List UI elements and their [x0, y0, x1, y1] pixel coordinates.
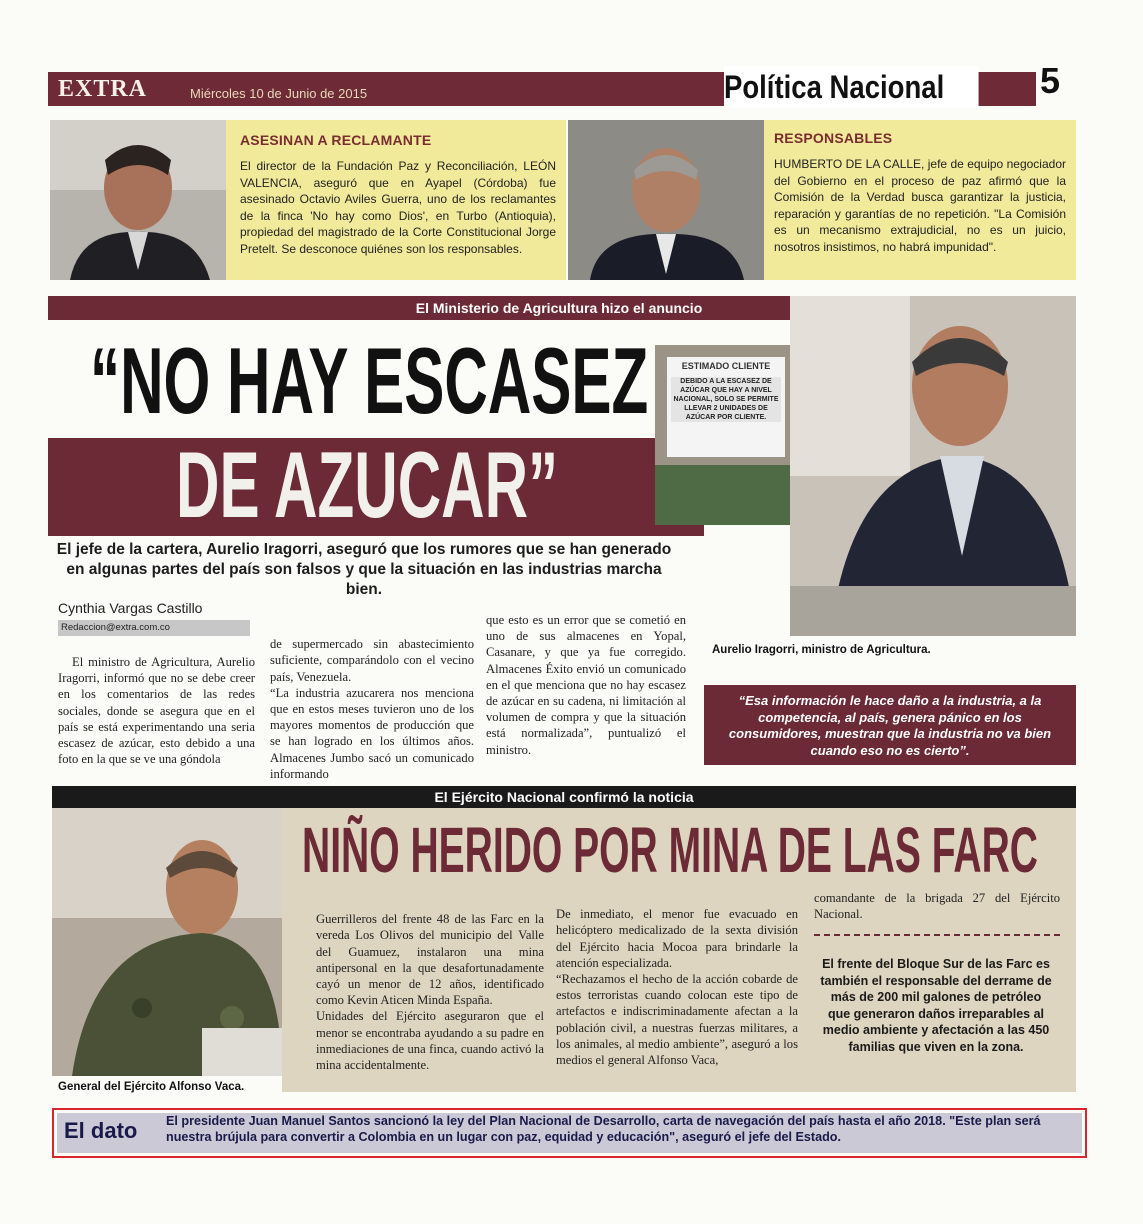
sign-text: DEBIDO A LA ESCASEZ DE AZÚCAR QUE HAY A NIVEL NACIONAL, SOLO SE PERMITE LLEVAR 2 UNIDADES DE AZÚCAR POR CLIENTE. [671, 377, 781, 422]
story1-headline-line2: DE AZUCAR” [176, 432, 559, 537]
callout-divider [814, 934, 1060, 936]
section-title: Política Nacional [724, 66, 979, 108]
column-text: De inmediato, el menor fue evacuado en helicóptero medicalizado de la sexta división del Ejército hacia Mocoa para brindarle la atención especializada. “Rechazamos el hecho de la acción cobarde de estos terroristas cuando colocan este tipo de artefactos e indiscriminadamente afectan a la población civil, a nuestras fuerzas militares, a los animales, al medio ambiente”, aseguró a los medios el general Alfonso Vaca, [556, 907, 798, 1068]
brief-title: RESPONSABLES [774, 130, 893, 146]
column-text: comandante de la brigada 27 del Ejército Nacional. [814, 891, 1060, 922]
page-number: 5 [1040, 60, 1061, 101]
sign-title: ESTIMADO CLIENTE [681, 361, 771, 371]
byline-email: Redaccion@extra.com.co [58, 620, 250, 636]
alfonso-vaca-photo [52, 808, 282, 1076]
column-text: que esto es un error que se cometió en uno de sus almacenes en Yopal, Casanare, y que ya fue corregido. Almacenes Éxito envió un comunicado en el que menciona que no hay escasez de azúcar en su cadena, ni limitación al volumen de compra y que la situación está normalizada”, puntualizó el ministro. [486, 613, 686, 757]
story2-headline: NIÑO HERIDO POR MINA DE LAS FARC [302, 814, 1039, 886]
story1-kicker: El Ministerio de Agricultura hizo el anuncio [48, 296, 1070, 320]
sugar-sign [667, 357, 785, 457]
story1-deck: El jefe de la cartera, Aurelio Iragorri, aseguró que los rumores que se han generado en algunas partes del país son falsos y que la situación en las industrias marcha bien. [56, 541, 672, 598]
story2-kicker: El Ejército Nacional confirmó la noticia [52, 786, 1076, 808]
shelf [655, 465, 790, 525]
el-dato-label: El dato [64, 1118, 138, 1143]
vaca-photo-caption: General del Ejército Alfonso Vaca. [58, 1081, 245, 1093]
brief-text: HUMBERTO DE LA CALLE, jefe de equipo negociador del Gobierno en el proceso de paz afirmó que la Comisión de la Verdad busca garantizar la justicia, reparación y garantías de no repetición. "La Comisión es un mecanismo extrajudicial, no es un juicio, nosotros insistimos, no habrá impunidad". [774, 157, 1066, 254]
story2-column-2 [556, 890, 798, 1084]
newspaper-logo: EXTRA [58, 76, 148, 102]
story2-column-3 [814, 890, 1060, 922]
story2-callout: El frente del Bloque Sur de las Farc es también el responsable del derrame de más de 200 mil galones de petróleo que generaron daños irreparables al medio ambiente y afectación a las 450 familias que viven en la zona. [820, 957, 1052, 1054]
column-text: El ministro de Agricultura, Aurelio Iragorri, informó que no se debe creer en los comentarios de las redes sociales, donde se asegura que en el país se está experimentando una seria escasez de azúcar, esto debido a una foto en la que se ve una góndola [58, 655, 255, 767]
story1-pullquote: “Esa información le hace daño a la industria, a la competencia, al país, genera pánico en los consumidores, muestran que la industria no va bien cuando eso no es cierto”. [704, 685, 1076, 765]
column-text: Guerrilleros del frente 48 de las Farc en la vereda Los Olivos del municipio del Valle del Guamuez, instalaron una mina antipersonal en la que desafortunadamente cayó un menor de 12 años, identificado como Kevin Aticen Minda España. Unidades del Ejército aseguraron que el menor se encontraba ayudando a su padre en inmediaciones de una finca, cuando activó la mina accidentalmente. [316, 912, 544, 1073]
story2-column-1 [316, 895, 544, 1089]
leon-valencia-photo [50, 120, 226, 280]
humberto-de-la-calle-photo [568, 120, 764, 280]
column-text: de supermercado sin abastecimiento suficiente, comparándolo con el vecino país, Venezuela. “La industria azucarera nos menciona que en estos meses tuvieron uno de los mayores momentos de producción que se han logrado en los últimos años. Almacenes Jumbo sacó un comunicado informando [270, 637, 474, 781]
issue-date: Miércoles 10 de Junio de 2015 [190, 86, 368, 101]
el-dato-text: El presidente Juan Manuel Santos sancionó la ley del Plan Nacional de Desarrollo, carta de navegación del país hasta el año 2018. "Este plan será nuestra brújula para convertir a Colombia en un lugar con paz, equidad y educación", aseguró el jefe del Estado. [166, 1114, 1041, 1144]
brief-responsables [764, 120, 1076, 280]
story1-headline-line1: “NO HAY ESCASEZ [90, 328, 649, 433]
brief-asesinan [226, 120, 566, 280]
brief-title: ASESINAN A RECLAMANTE [240, 132, 432, 148]
iragorri-photo-caption: Aurelio Iragorri, ministro de Agricultura. [712, 644, 931, 656]
sugar-sign-photo [655, 345, 790, 525]
brief-text: El director de la Fundación Paz y Reconciliación, LEÓN VALENCIA, aseguró que en Ayapel (Córdoba) fue asesinado Octavio Aviles Guerra, uno de los reclamantes de la finca 'No hay como Dios', en Turbo (Antioquia), propiedad del magistrado de la Corte Constitucional Jorge Pretelt. Se desconoce quiénes son los responsables. [240, 159, 556, 256]
aurelio-iragorri-photo [790, 296, 1076, 636]
el-dato-box [52, 1108, 1087, 1158]
story1-column-3 [486, 612, 686, 758]
byline: Cynthia Vargas Castillo [58, 600, 203, 616]
story1-column-2 [270, 620, 474, 798]
story1-column-1 [58, 654, 255, 767]
